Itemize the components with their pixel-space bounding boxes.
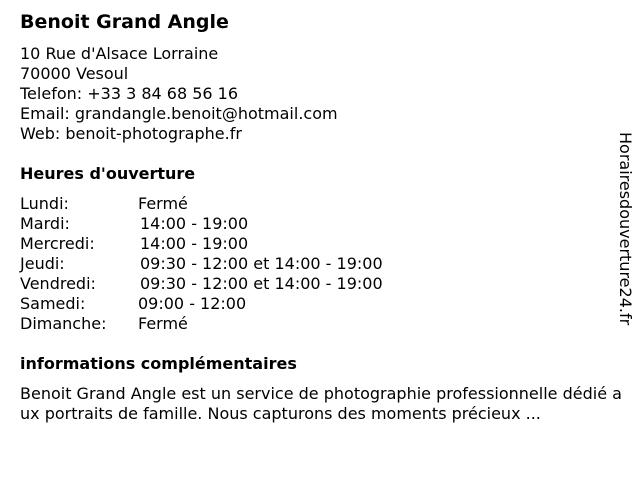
day-hours: 09:00 - 12:00 [138,294,247,313]
email-line: Email: grandangle.benoit@hotmail.com [20,104,338,123]
day-label: Vendredi: [20,274,96,293]
hours-row-vendredi [20,274,580,294]
address-street: 10 Rue d'Alsace Lorraine [20,44,219,63]
opening-hours-heading: Heures d'ouverture [20,164,196,183]
site-watermark: Horairesdouverture24.fr [616,132,635,326]
day-hours: Fermé [138,314,188,333]
day-label: Mercredi: [20,234,95,253]
day-label: Lundi: [20,194,69,213]
day-hours: 09:30 - 12:00 et 14:00 - 19:00 [140,274,383,293]
additional-info-heading: informations complémentaires [20,354,297,373]
web-line: Web: benoit-photographe.fr [20,124,242,143]
day-hours: 14:00 - 19:00 [140,234,249,253]
day-label: Samedi: [20,294,86,313]
day-label: Dimanche: [20,314,107,333]
day-hours: Fermé [138,194,188,213]
hours-row-lundi [20,194,580,214]
day-hours: 14:00 - 19:00 [140,214,249,233]
day-label: Jeudi: [20,254,65,273]
hours-row-mardi [20,214,580,234]
description-text: Benoit Grand Angle est un service de photographie professionnelle dédié aux portraits de famille. Nous capturons des moments précieux ... [20,384,622,423]
day-label: Mardi: [20,214,70,233]
hours-row-samedi [20,294,580,314]
phone-line: Telefon: +33 3 84 68 56 16 [20,84,239,103]
address-city: 70000 Vesoul [20,64,129,83]
business-name: Benoit Grand Angle [20,11,229,33]
hours-row-mercredi [20,234,580,254]
day-hours: 09:30 - 12:00 et 14:00 - 19:00 [140,254,383,273]
hours-row-jeudi [20,254,580,274]
hours-row-dimanche [20,314,580,334]
